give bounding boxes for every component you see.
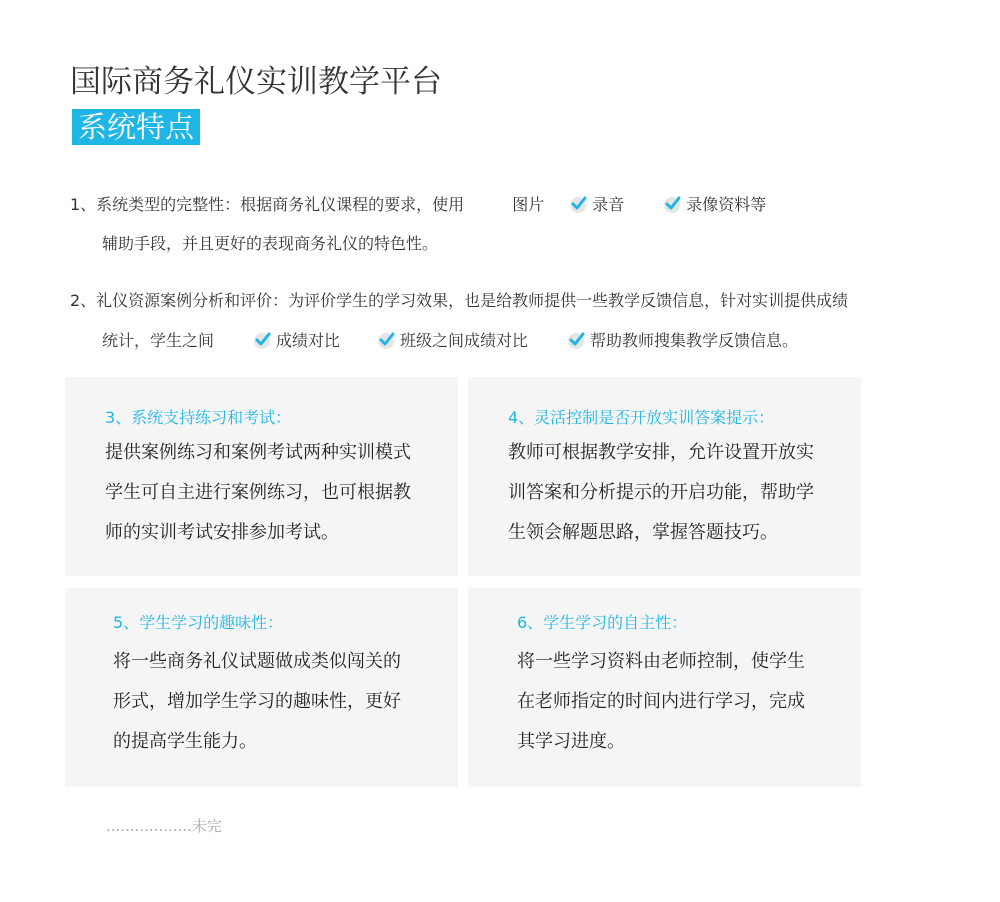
card-body [517,642,805,762]
feature-card-6 [468,588,861,787]
card-line: 的提高学生能力。 [113,731,257,752]
card-title: 6、学生学习的自主性： [517,613,688,632]
feature-1-item-image: 图片 [512,195,545,214]
card-title: 3、系统支持练习和考试： [105,408,292,427]
feature-2-item-feedback: 帮助教师搜集教学反馈信息。 [590,331,799,350]
card-line: 提供案例练习和案例考试两种实训模式 [105,442,411,463]
card-line: 教师可根据教学安排，允许设置开放实 [508,442,814,463]
check-icon [252,330,272,350]
card-line: 训答案和分析提示的开启功能，帮助学 [508,482,814,503]
card-line: 将一些商务礼仪试题做成类似闯关的 [113,651,401,672]
check-icon [568,194,588,214]
feature-2-line-2 [102,330,798,352]
card-body [113,642,401,762]
card-body [105,433,411,553]
feature-1-item-audio: 录音 [592,195,625,214]
feature-card-4 [468,377,861,576]
feature-1-line-1 [70,194,766,216]
card-body [508,433,814,553]
card-title: 5、学生学习的趣味性： [113,613,284,632]
page-title: 国际商务礼仪实训教学平台 [70,64,442,100]
card-line: 形式，增加学生学习的趣味性，更好 [113,691,401,712]
check-icon [662,194,682,214]
feature-2-text-2: 统计，学生之间 [102,331,215,350]
card-line: 在老师指定的时间内进行学习，完成 [517,691,805,712]
check-icon [566,330,586,350]
feature-card-5 [65,588,458,787]
card-line: 学生可自主进行案例练习，也可根据教 [105,482,411,503]
check-icon [376,330,396,350]
feature-1-text: 1、系统类型的完整性：根据商务礼仪课程的要求，使用 [70,195,465,214]
card-line: 生领会解题思路，掌握答题技巧。 [508,522,778,543]
card-line: 将一些学习资料由老师控制，使学生 [517,651,805,672]
feature-card-3 [65,377,458,576]
feature-1-line-2: 辅助手段，并且更好的表现商务礼仪的特色性。 [102,234,439,253]
feature-2-item-score: 成绩对比 [276,331,341,350]
feature-1-item-video: 录像资料等 [686,195,767,214]
feature-2-line-1: 2、礼仪资源案例分析和评价：为评价学生的学习效果，也是给教师提供一些教学反馈信息，针对实训提供成绩 [70,291,849,310]
more-indicator: ..................未完 [106,817,222,835]
card-line: 其学习进度。 [517,731,625,752]
section-title: 系统特点 [72,109,200,145]
card-title: 4、灵活控制是否开放实训答案提示： [508,408,775,427]
feature-2-item-class: 班级之间成绩对比 [400,331,529,350]
card-line: 师的实训考试安排参加考试。 [105,522,339,543]
